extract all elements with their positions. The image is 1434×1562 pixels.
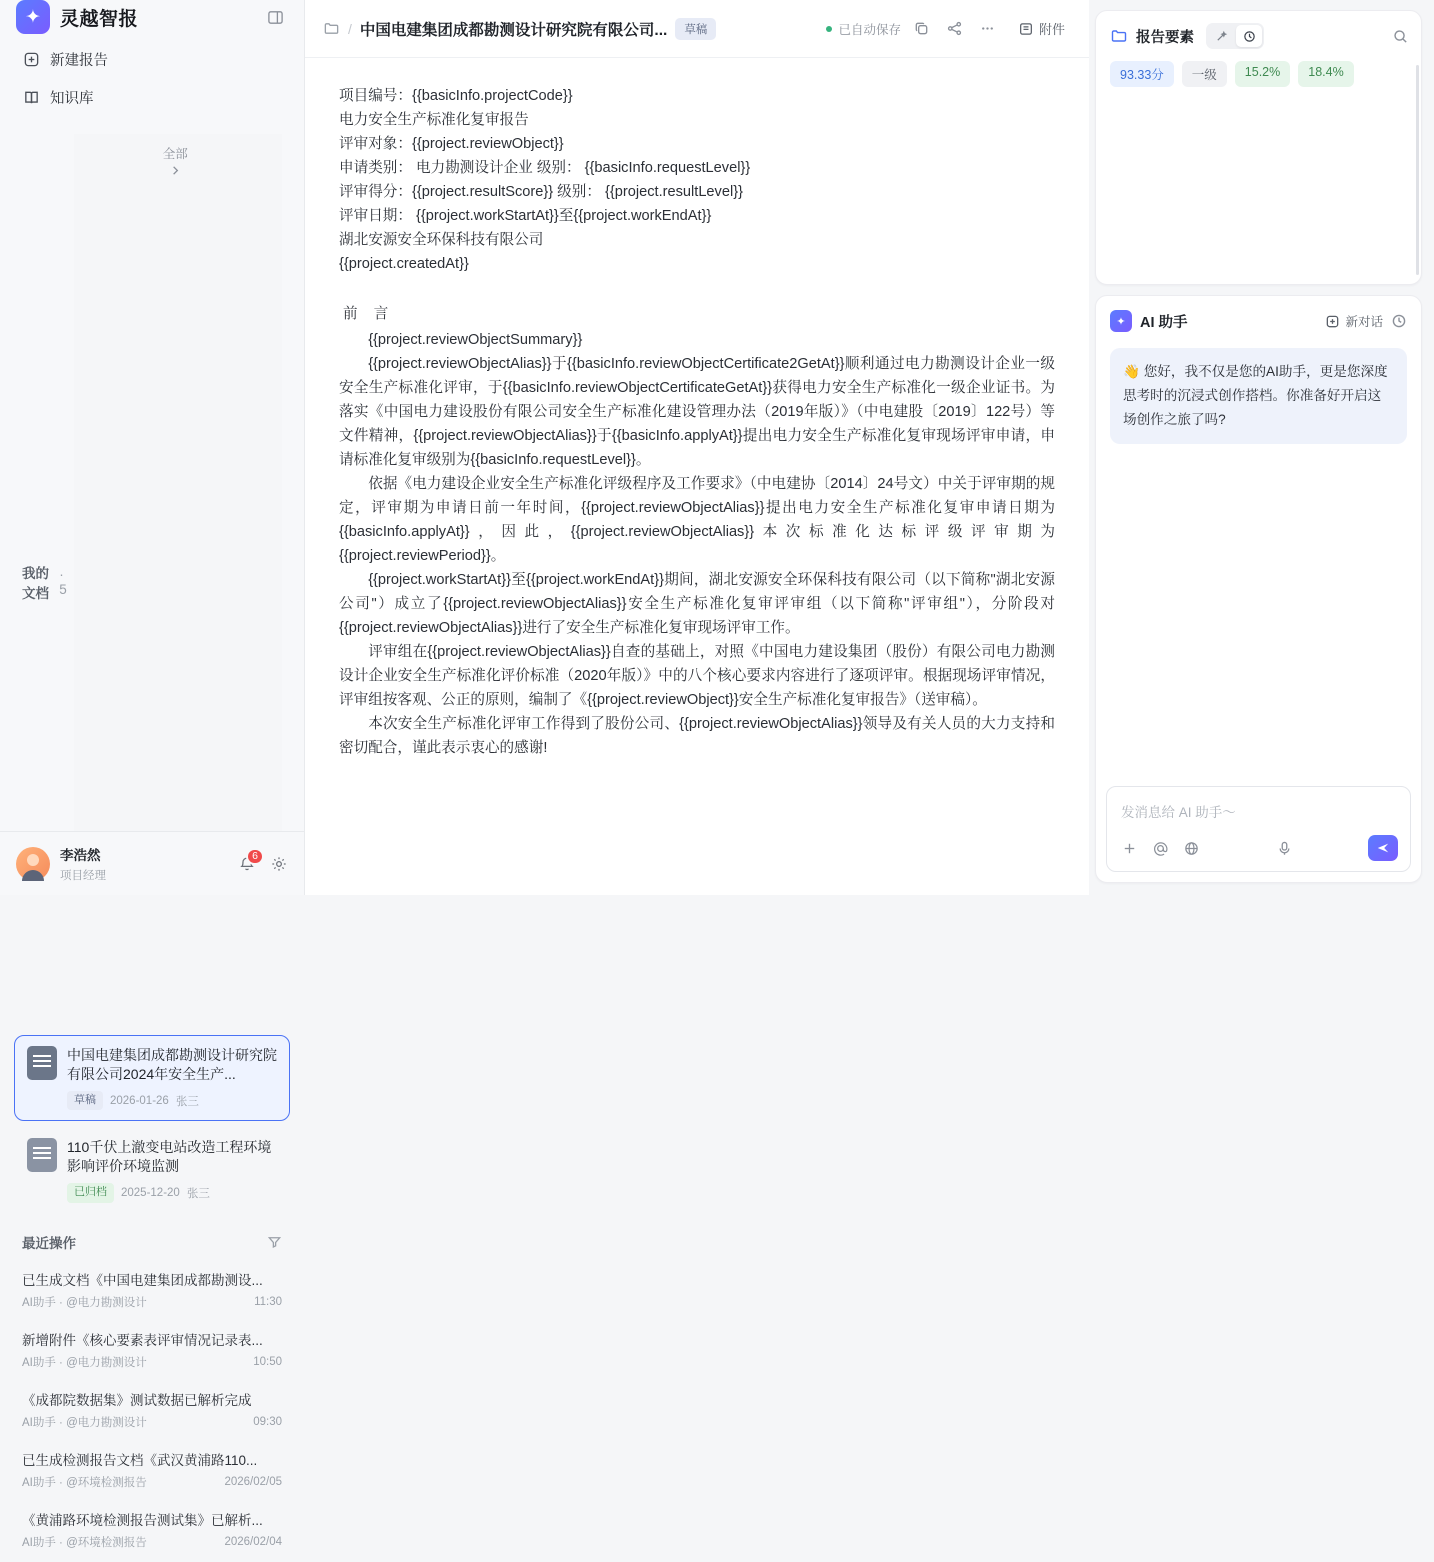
recent-source: AI助手 · @环境检测报告 [22, 1536, 147, 1549]
doc-paragraph: {{project.reviewObjectAlias}}于{{basicInfo.reviewObjectCertificate2GetAt}}顺利通过电力勘测设计企业一级安全生产标准化评审，于{{basicInfo.reviewObjectCertificateGetAt}}获得电力安全生产标准化一级企业证书。为落实《中国电力建设股份有限公司安全生产标准化建设管理办法（2019年版）》（中电建股〔2019〕122号）等文件精神，{{project.reviewObjectAlias}}于{{basicInfo.applyAt}}提出电力安全生产标准化复审现场评审申请，申请标准化复审级别为{{basicInfo.requestLevel}}。 [339, 356, 1055, 468]
list-item[interactable] [14, 1260, 290, 1320]
document-title: 中国电建集团成都勘测设计研究院有限公司2024年安全生产... [67, 1047, 277, 1082]
sidebar-item-label: 新建报告 [50, 52, 108, 69]
document-title: 110千伏上澈变电站改造工程环境影响评价环境监测 [67, 1139, 272, 1175]
doc-line: 申请类别： 电力勘测设计企业 级别： {{basicInfo.requestLevel}} [339, 160, 751, 176]
globe-icon[interactable] [1183, 840, 1200, 857]
chat-input[interactable]: 发消息给 AI 助手～ [1121, 805, 1236, 820]
recent-time: 2026/02/04 [224, 1535, 282, 1548]
document-icon [27, 1046, 57, 1080]
recent-activity-header [0, 1214, 304, 1258]
share-button[interactable] [942, 16, 967, 41]
status-dot-icon [826, 26, 832, 32]
my-documents-count: · 5 [59, 566, 67, 597]
mention-icon[interactable] [1152, 840, 1169, 857]
autosave-label: 已自动保存 [838, 22, 901, 37]
recent-source: AI助手 · @电力勘测设计 [22, 1416, 147, 1429]
document-page [305, 58, 1089, 800]
send-message-button[interactable] [1368, 835, 1398, 861]
ai-assistant-card [1095, 295, 1422, 883]
gear-icon [270, 855, 288, 873]
app-brand-name: 灵越智报 [60, 8, 139, 30]
ai-assistant-header [1096, 296, 1421, 342]
my-documents-header [0, 116, 304, 1035]
chat-composer [1106, 786, 1411, 872]
view-mode-switch [1206, 23, 1264, 49]
sidebar-footer [0, 831, 304, 895]
doc-line: 评审日期： {{project.workStartAt}}至{{project.workEndAt}} [339, 208, 712, 224]
recent-time: 2026/02/05 [224, 1475, 282, 1488]
sidebar [0, 0, 305, 1549]
document-date: 2026-01-26 [110, 1094, 169, 1107]
collapse-sidebar-button[interactable] [262, 4, 288, 30]
doc-paragraph: 依据《电力建设企业安全生产标准化评级程序及工作要求》（中电建协〔2014〕24号文）中关于评审期的规定，评审期为申请日前一年时间，{{project.reviewObjectAlias}}提出电力安全生产标准化复审申请日期为{{basicInfo.applyAt}}，因此，{{project.reviewObjectAlias}}本次标准化达标评级评审期为{{project.reviewPeriod}}。 [339, 476, 1055, 564]
recent-time: 09:30 [253, 1415, 282, 1428]
microphone-icon[interactable] [1276, 840, 1293, 857]
folder-icon[interactable] [323, 20, 340, 37]
settings-button[interactable] [270, 855, 288, 873]
recent-source: AI助手 · @环境检测报告 [22, 1476, 147, 1489]
copy-button[interactable] [909, 16, 934, 41]
report-elements-icon [1110, 27, 1128, 45]
attachments-label: 附件 [1038, 22, 1065, 37]
assistant-message: 👋 您好，我不仅是您的AI助手，更是您深度思考时的沉浸式创作搭档。你准备好开启这场创作之旅了吗? [1110, 348, 1407, 444]
new-chat-icon [1325, 314, 1340, 329]
document-body[interactable] [339, 84, 1055, 760]
document-date: 2025-12-20 [121, 1187, 180, 1200]
chat-messages [1096, 342, 1421, 776]
sidebar-header [0, 0, 304, 34]
breadcrumb-separator: / [348, 20, 352, 37]
document-card[interactable] [14, 1127, 290, 1213]
recent-title: 已生成检测报告文档《武汉黄浦路110... [22, 1452, 258, 1468]
send-icon [1376, 841, 1390, 855]
search-icon[interactable] [1392, 28, 1409, 45]
spacer [339, 276, 1055, 300]
view-all-label: 全部 [162, 147, 188, 161]
list-item[interactable] [14, 1440, 290, 1500]
doc-paragraph: {{project.reviewObjectSummary}} [368, 332, 583, 348]
filter-icon[interactable] [267, 1234, 282, 1249]
document-header-block [339, 84, 1055, 276]
doc-paragraph: {{project.workStartAt}}至{{project.workEndAt}}期间，湖北安源安全环保科技有限公司（以下简称"湖北安源公司"）成立了{{project.reviewObjectAlias}}安全生产标准化复审评审组（以下简称"评审组"），分阶段对{{project.reviewObjectAlias}}进行了安全生产标准化复审现场评审工作。 [339, 572, 1055, 636]
doc-paragraph: 本次安全生产标准化评审工作得到了股份公司、{{project.reviewObjectAlias}}领导及有关人员的大力支持和密切配合，谨此表示衷心的感谢! [339, 716, 1055, 756]
recent-title: 已生成文档《中国电建集团成都勘测设... [22, 1272, 263, 1288]
chip-percent-1[interactable]: 15.2% [1235, 61, 1290, 87]
list-item[interactable] [14, 1500, 290, 1560]
ellipsis-icon [979, 20, 996, 37]
sidebar-item-new-report[interactable] [12, 40, 292, 78]
right-panel [1089, 0, 1434, 895]
report-element-chips [1096, 57, 1421, 87]
chevron-right-icon [169, 164, 182, 177]
chat-history-button[interactable] [1391, 313, 1407, 329]
document-section-title: 前 言 [343, 306, 395, 322]
ai-logo-icon: ✦ [1110, 310, 1132, 332]
plus-square-icon [22, 50, 40, 68]
chip-level[interactable]: 一级 [1182, 61, 1227, 87]
doc-line: 评审对象：{{project.reviewObject}} [339, 136, 564, 152]
add-attachment-icon[interactable] [1121, 840, 1138, 857]
scrollbar[interactable] [1416, 65, 1419, 275]
autosave-status [826, 20, 901, 38]
user-role: 项目经理 [60, 870, 106, 882]
composer-toolbar [1107, 829, 1410, 871]
share-icon [946, 20, 963, 37]
document-scroll-area[interactable] [305, 58, 1089, 895]
recent-title: 《黄浦路环境检测报告测试集》已解析... [22, 1512, 263, 1528]
new-chat-label: 新对话 [1345, 315, 1383, 329]
my-documents-title: 我的文档 [22, 565, 49, 601]
document-list [0, 1035, 304, 1214]
sidebar-nav [0, 34, 304, 116]
notification-badge: 6 [246, 848, 264, 865]
sidebar-item-knowledge-base[interactable] [12, 78, 292, 116]
editor-pane [305, 0, 1089, 895]
recent-time: 11:30 [254, 1295, 282, 1308]
notifications-button[interactable] [238, 850, 258, 873]
copy-icon [913, 20, 930, 37]
document-author: 张三 [175, 1095, 199, 1108]
doc-paragraph: 评审组在{{project.reviewObjectAlias}}自查的基础上，对照《中国电力建设集团（股份）有限公司电力勘测设计企业安全生产标准化评价标准（2020年版）》中的八个核心要求内容进行了逐项评审。根据现场评审情况，评审组按客观、公正的原则，编制了《{{project.reviewObject}}安全生产标准化复审报告》（送审稿）。 [339, 644, 1055, 708]
avatar[interactable] [16, 847, 50, 881]
recent-activity-list [0, 1258, 304, 1562]
app-logo-icon: ✦ [16, 0, 50, 34]
magic-view-button[interactable] [1208, 25, 1234, 47]
document-author: 张三 [186, 1188, 210, 1201]
list-item[interactable] [14, 1320, 290, 1380]
attachments-button[interactable] [1012, 15, 1071, 42]
book-icon [22, 88, 40, 106]
recent-source: AI助手 · @电力勘测设计 [22, 1296, 147, 1309]
recent-activity-title: 最近操作 [22, 1235, 76, 1251]
document-status-badge: 已归档 [67, 1183, 114, 1202]
document-icon [27, 1138, 57, 1172]
list-item[interactable] [14, 1380, 290, 1440]
recent-title: 新增附件《核心要素表评审情况记录表... [22, 1332, 263, 1348]
more-options-button[interactable] [975, 16, 1000, 41]
chip-percent-2[interactable]: 18.4% [1298, 61, 1353, 87]
user-name: 李浩然 [60, 848, 101, 863]
sidebar-item-label: 知识库 [50, 90, 94, 107]
doc-line: 电力安全生产标准化复审报告 [339, 112, 529, 128]
report-elements-title: 报告要素 [1136, 29, 1194, 46]
recent-time: 10:50 [253, 1355, 282, 1368]
doc-line: {{project.createdAt}} [339, 256, 469, 272]
report-elements-card [1095, 10, 1422, 285]
document-status-badge: 草稿 [67, 1091, 103, 1110]
doc-line: 项目编号：{{basicInfo.projectCode}} [339, 88, 573, 104]
editor-toolbar [305, 0, 1089, 58]
new-chat-button[interactable] [1325, 312, 1383, 330]
clock-icon [1391, 313, 1407, 329]
doc-line: 评审得分：{{project.resultScore}} 级别： {{project.resultLevel}} [339, 184, 743, 200]
status-badge: 草稿 [675, 18, 716, 40]
recent-title: 《成都院数据集》测试数据已解析完成 [22, 1392, 252, 1408]
document-card-selected[interactable] [14, 1035, 290, 1121]
ai-assistant-title: AI 助手 [1140, 314, 1188, 331]
page-title: 中国电建集团成都勘测设计研究院有限公司... [359, 21, 668, 39]
attachment-icon [1018, 21, 1034, 37]
chip-score[interactable]: 93.33分 [1110, 61, 1174, 87]
recent-source: AI助手 · @电力勘测设计 [22, 1356, 147, 1369]
report-elements-header [1096, 11, 1421, 57]
doc-line: 湖北安源安全环保科技有限公司 [339, 232, 544, 248]
history-view-button[interactable] [1236, 25, 1262, 47]
